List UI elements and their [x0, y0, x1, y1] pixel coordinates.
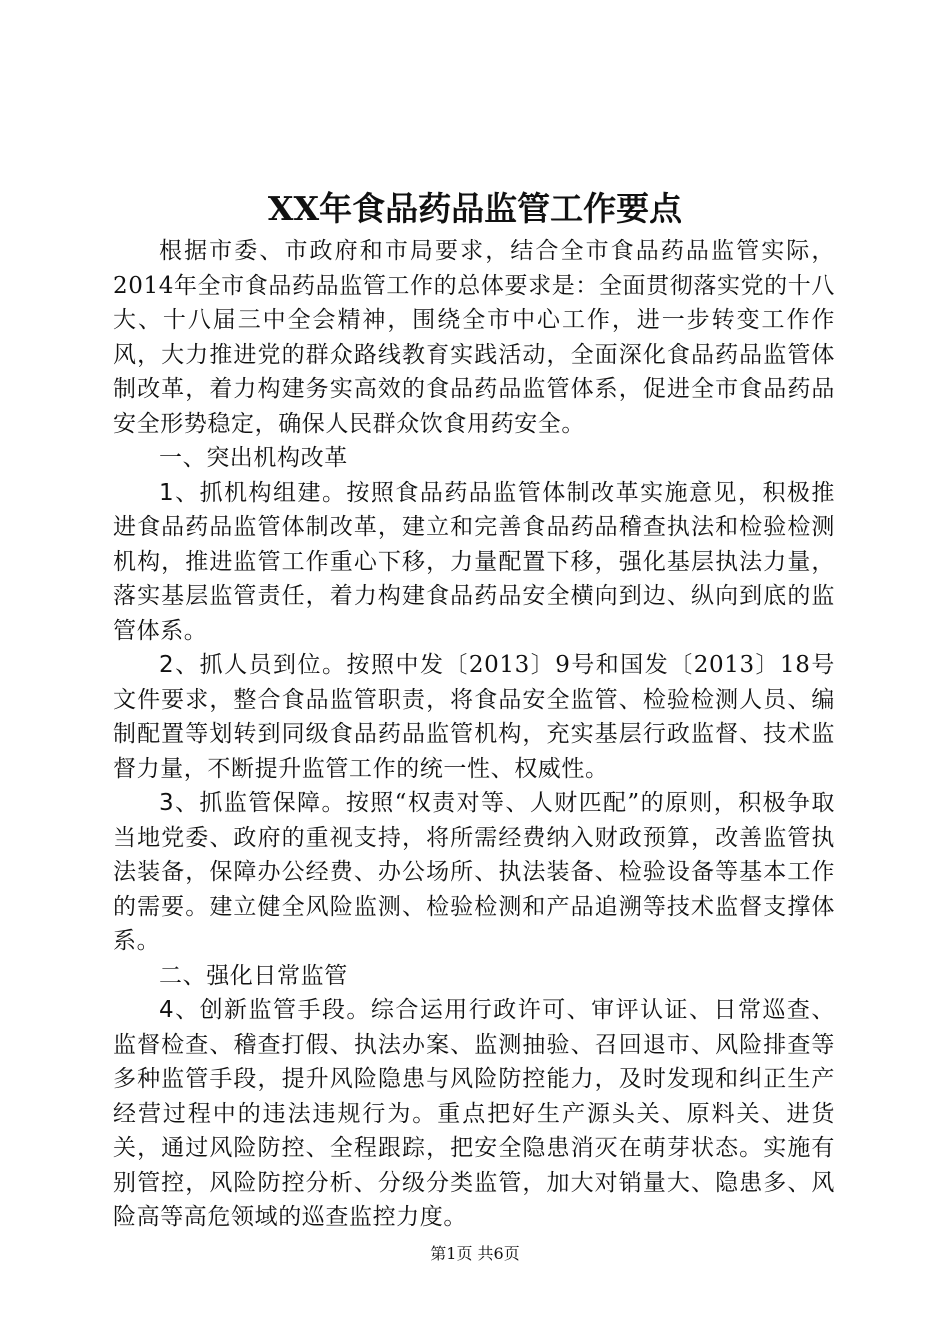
- item-lead: 1、抓机构组建。: [159, 479, 347, 506]
- page-footer: [0, 1243, 950, 1265]
- page-number: 第1页: [430, 1244, 473, 1263]
- section-heading-1: 一、突出机构改革: [159, 445, 348, 471]
- list-item: [113, 476, 835, 649]
- item-text: 按照“权责对等、人财匹配”的原则，积极争取当地党委、政府的重视支持，将所需经费纳入财政预算，改善监管执法装备，保障办公经费、办公场所、执法装备、检验设备等基本工作的需要。建立健全风险监测、检验检测和产品追溯等技术监督支撑体系。: [113, 790, 836, 954]
- page-total: 共6页: [477, 1244, 520, 1263]
- item-text: 按照食品药品监管体制改革实施意见，积极推进食品药品监管体制改革，建立和完善食品药品稽查执法和检验检测机构，推进监管工作重心下移，力量配置下移，强化基层执法力量，落实基层监管责任，着力构建食品药品安全横向到边、纵向到底的监管体系。: [113, 479, 836, 644]
- item-lead: 3、抓监管保障。: [159, 790, 346, 816]
- item-text: 综合运用行政许可、审评认证、日常巡查、监督检查、稽查打假、执法办案、监测抽验、召回退市、风险排查等多种监管手段，提升风险隐患与风险防控能力，及时发现和纠正生产经营过程中的违法违规行为。重点把好生产源头关、原料关、进货关，通过风险防控、全程跟踪，把安全隐患消灭在萌芽状态。实施有别管控，风险防控分析、分级分类监管，加大对销量大、隐患多、风险高等高危领域的巡查监控力度。: [113, 997, 835, 1230]
- list-item: [113, 786, 835, 959]
- list-item: [113, 993, 835, 1235]
- document-body: [113, 234, 835, 1235]
- intro-paragraph: 根据市委、市政府和市局要求，结合全市食品药品监管实际，2014年全市食品药品监管工作的总体要求是：全面贯彻落实党的十八大、十八届三中全会精神，围绕全市中心工作，进一步转变工作作风，大力推进党的群众路线教育实践活动，全面深化食品药品监管体制改革，着力构建务实高效的食品药品监管体系，促进全市食品药品安全形势稳定，确保人民群众饮食用药安全。: [113, 238, 835, 437]
- list-item: [113, 648, 835, 786]
- item-lead: 2、抓人员到位。: [159, 652, 347, 678]
- section-heading-2: 二、强化日常监管: [159, 962, 348, 989]
- item-text: 按照中发〔2013〕9号和国发〔2013〕18号文件要求，整合食品监管职责，将食品安全监管、检验检测人员、编制配置等划转到同级食品药品监管机构，充实基层行政监督、技术监督力量，不断提升监管工作的统一性、权威性。: [113, 652, 835, 782]
- document-title: XX年食品药品监管工作要点: [267, 189, 683, 228]
- item-lead: 4、创新监管手段。: [159, 997, 371, 1023]
